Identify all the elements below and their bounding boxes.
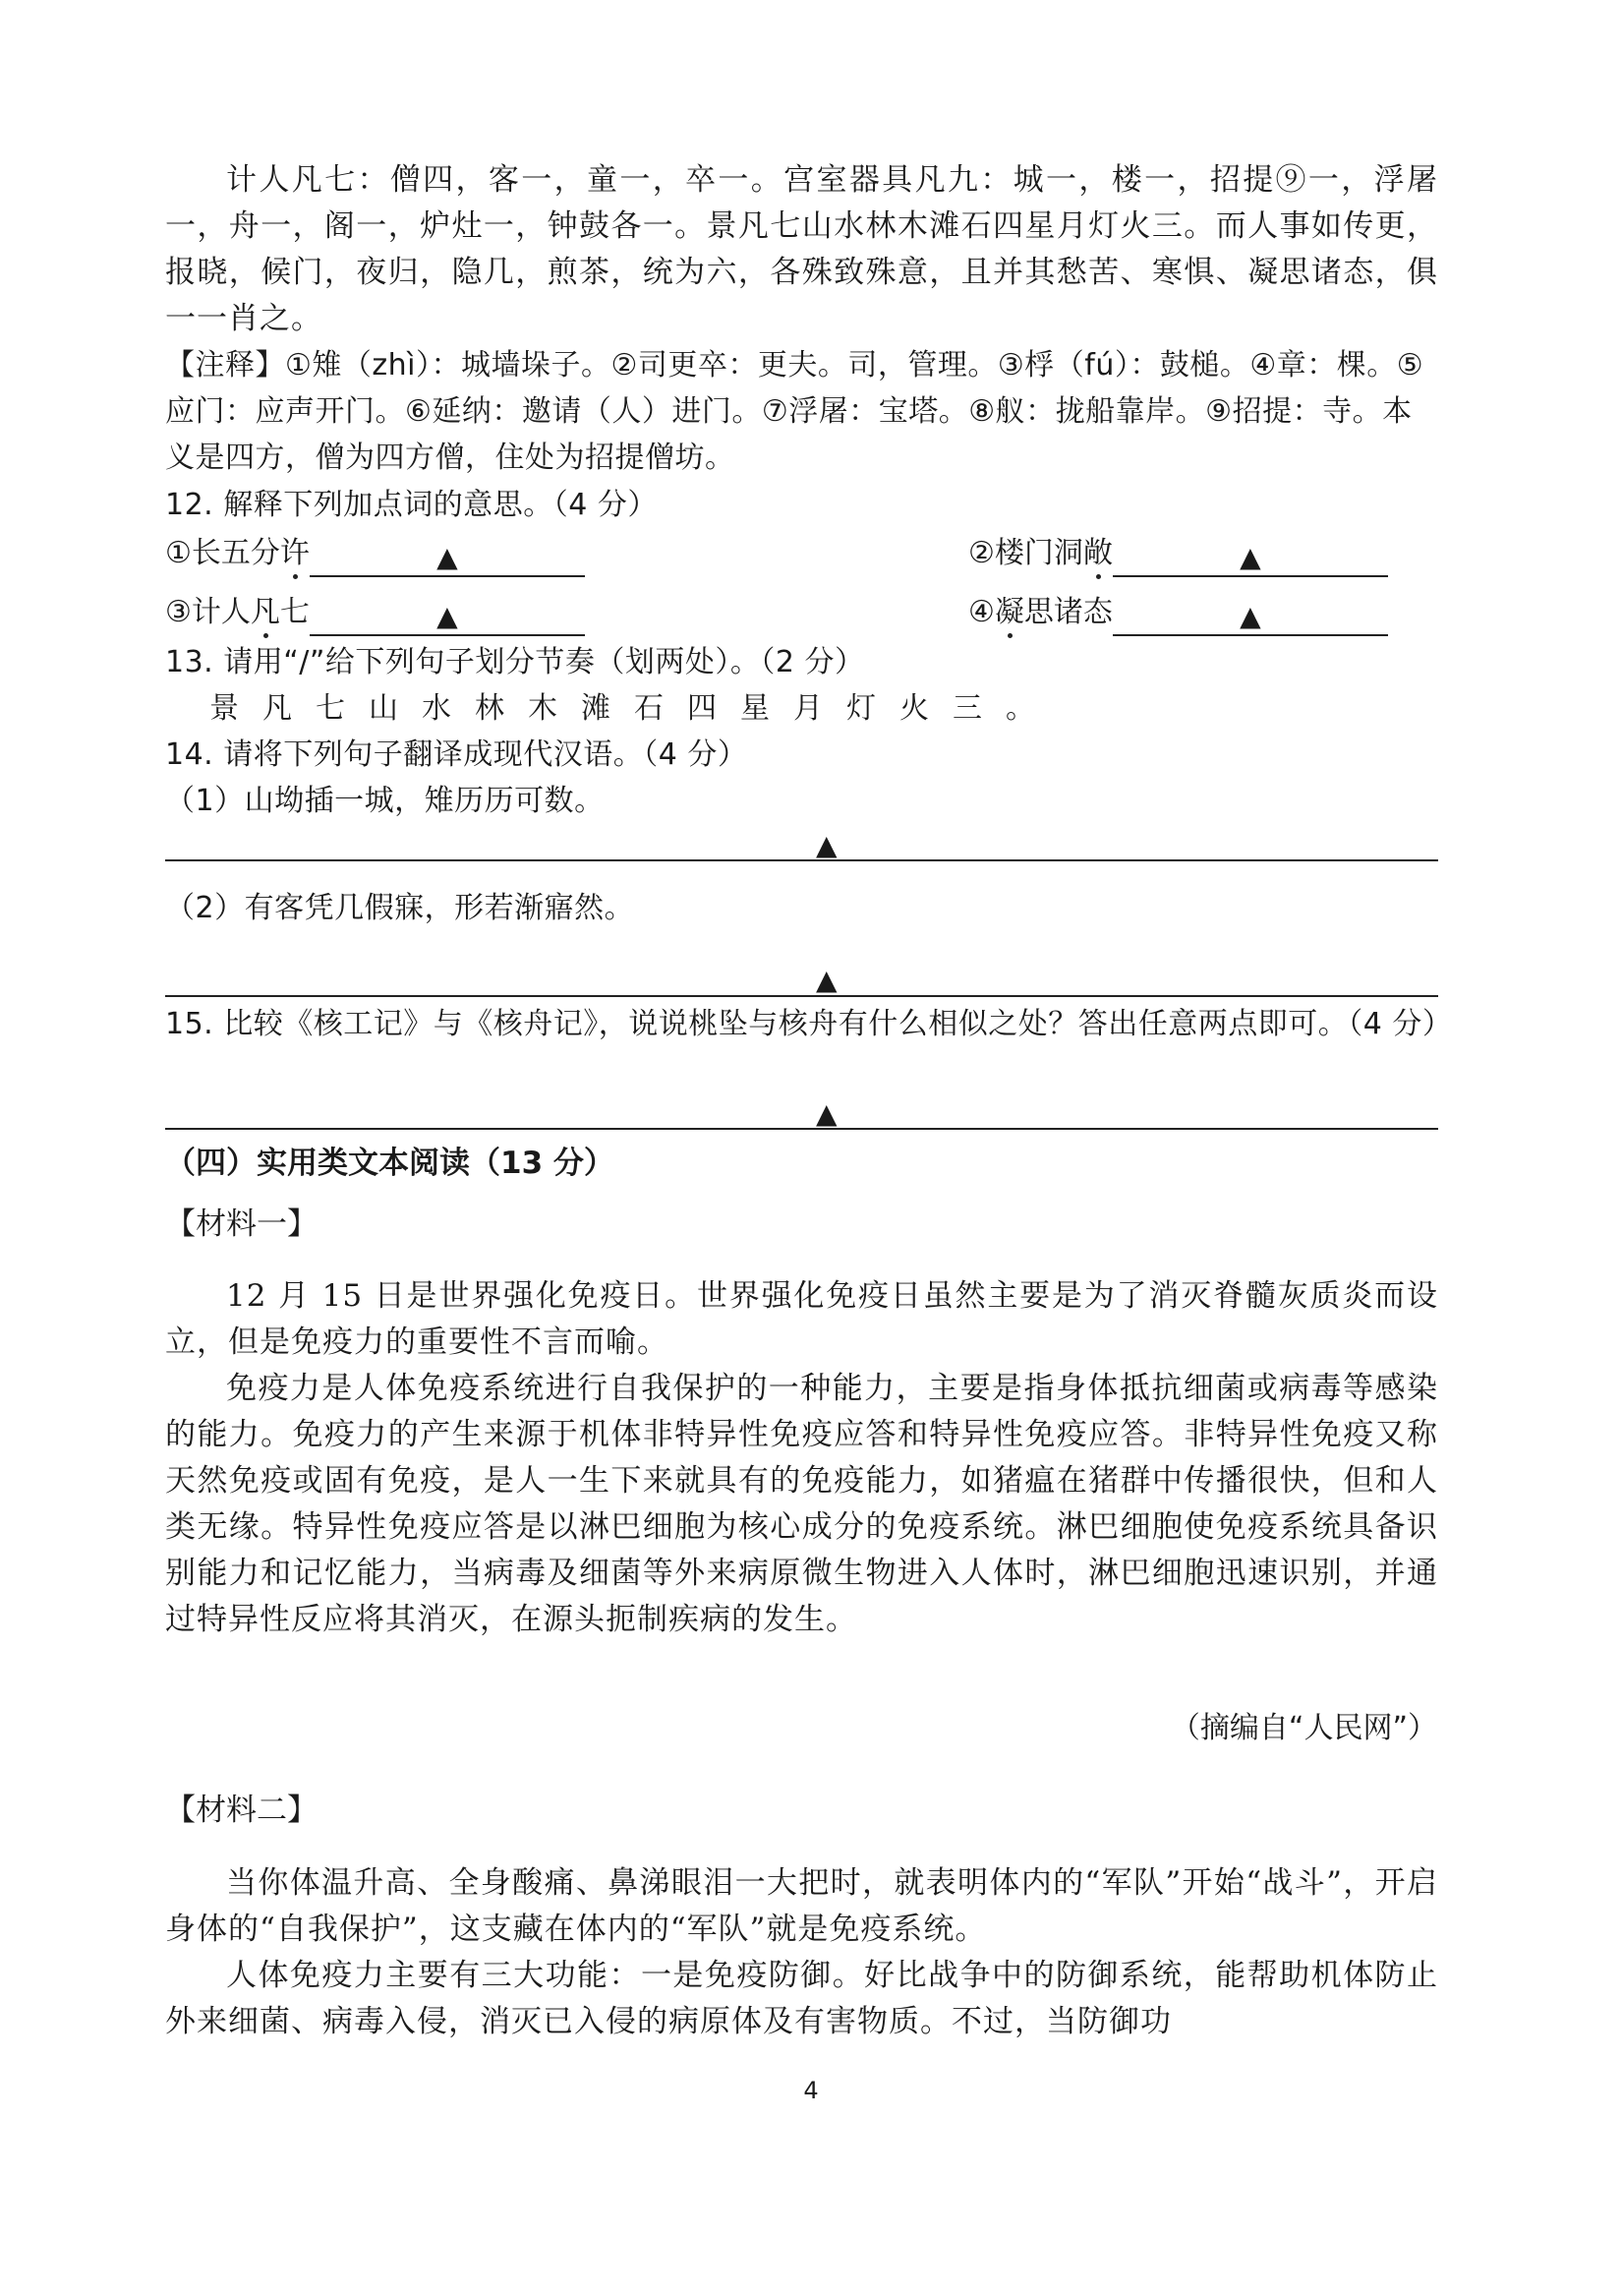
- material-1-paragraph-1: 12 月 15 日是世界强化免疫日。世界强化免疫日虽然主要是为了消灭脊髓灰质炎而设立，但是免疫力的重要性不言而喻。: [165, 1278, 1438, 1360]
- q12-stem: 12. 解释下列加点词的意思。（4 分）: [165, 488, 658, 522]
- answer-marker-icon: ▲: [816, 1097, 838, 1130]
- material-1-source: （摘编自“人民网”）: [1170, 1711, 1437, 1745]
- q12-item-3-post: 七: [279, 595, 310, 629]
- q12-answer-blank-3[interactable]: [310, 599, 585, 636]
- annotation-notes: [165, 342, 1438, 481]
- q12-item-1: [165, 528, 585, 573]
- q12-item-1-pre: ①长五分: [165, 536, 280, 570]
- q14-sentence-2: （2）有客凭几假寐，形若渐寤然。: [165, 891, 635, 925]
- page-number: 4: [803, 2077, 819, 2104]
- q12-item-1-dotted: 许: [280, 528, 310, 571]
- question-13: [165, 639, 1438, 732]
- passage-text: 计人凡七：僧四，客一，童一，卒一。宫室器具凡九：城一，楼一，招提⑨一，浮屠一，舟一，阁一，炉灶一，钟鼓各一。景凡七山水林木滩石四星月灯火三。而人事如传更，报晓，候门，夜归，隐几，煎茶，统为六，各殊致殊意，且并其愁苦、寒惧、凝思诸态，俱一一肖之。: [165, 162, 1438, 336]
- q12-item-4-dotted: 凝: [995, 587, 1024, 630]
- q15-stem: 15. 比较《核工记》与《核舟记》，说说桃坠与核舟有什么相似之处？答出任意两点即可。（4 分）: [165, 1007, 1453, 1041]
- material-2-title: 【材料二】: [165, 1793, 318, 1828]
- q14-part-2: [165, 885, 1438, 931]
- notes-text: 【注释】①雉（zhì）：城墙垛子。②司更卒：更夫。司，管理。③桴（fú）：鼓槌。④章：棵。⑤应门：应声开门。⑥延纳：邀请（人）进门。⑦浮屠：宝塔。⑧舣：拢船靠岸。⑨招提：寺。本义是四方，僧为四方僧，住处为招提僧坊。: [165, 348, 1424, 475]
- passage-paragraph: [165, 157, 1438, 342]
- q12-answer-blank-2[interactable]: [1113, 540, 1388, 577]
- q12-item-4-pre: ④: [968, 595, 995, 629]
- answer-marker-icon: ▲: [816, 964, 838, 996]
- q14-answer-line-2[interactable]: [165, 995, 1438, 997]
- answer-marker-icon: ▲: [436, 600, 458, 632]
- answer-marker-icon: ▲: [1240, 541, 1261, 573]
- question-14: [165, 732, 1438, 824]
- q12-item-2-pre: ②楼门洞: [968, 536, 1083, 570]
- material-1-label: [165, 1202, 1438, 1248]
- answer-marker-icon: ▲: [436, 541, 458, 573]
- material-1-paragraph-2: 免疫力是人体免疫系统进行自我保护的一种能力，主要是指身体抵抗细菌或病毒等感染的能力。免疫力的产生来源于机体非特异性免疫应答和特异性免疫应答。非特异性免疫又称天然免疫或固有免疫，是人一生下来就具有的免疫能力，如猪瘟在猪群中传播很快，但和人类无缘。特异性免疫应答是以淋巴细胞为核心成分的免疫系统。淋巴细胞使免疫系统具备识别能力和记忆能力，当病毒及细菌等外来病原微生物进入人体时，淋巴细胞迅速识别，并通过特异性反应将其消灭，在源头扼制疾病的发生。: [165, 1371, 1438, 1637]
- question-15: [165, 1001, 1453, 1047]
- q12-item-2: [968, 528, 1388, 573]
- q14-sentence-1: （1）山坳插一城，雉历历可数。: [165, 784, 605, 818]
- q12-item-3-dotted: 凡: [251, 587, 280, 630]
- q12-item-4-post: 思诸态: [1023, 595, 1113, 629]
- answer-marker-icon: ▲: [816, 829, 838, 861]
- q12-answer-blank-4[interactable]: [1113, 599, 1388, 636]
- section-title: （四）实用类文本阅读（13 分）: [165, 1146, 614, 1181]
- q12-item-3-pre: ③计人: [165, 595, 251, 629]
- material-1-title: 【材料一】: [165, 1207, 318, 1242]
- material-2-body: [165, 1860, 1438, 2045]
- q14-answer-line-1[interactable]: [165, 859, 1438, 861]
- material-1-body: [165, 1273, 1438, 1643]
- q12-item-3: [165, 587, 585, 632]
- q15-answer-line[interactable]: [165, 1128, 1438, 1130]
- answer-marker-icon: ▲: [1240, 600, 1261, 632]
- q14-stem: 14. 请将下列句子翻译成现代汉语。（4 分）: [165, 737, 748, 772]
- q12-item-4: [968, 587, 1388, 632]
- section-4-heading: [165, 1141, 1438, 1187]
- material-2-paragraph-2: 人体免疫力主要有三大功能：一是免疫防御。好比战争中的防御系统，能帮助机体防止外来细菌、病毒入侵，消灭已入侵的病原体及有害物质。不过，当防御功: [165, 1958, 1438, 2039]
- q12-answer-blank-1[interactable]: [310, 540, 585, 577]
- q12-item-2-dotted: 敞: [1083, 528, 1113, 571]
- q13-sentence[interactable]: 景凡七山水林木滩石四星月灯火三。: [209, 691, 1059, 726]
- material-2-label: [165, 1788, 1438, 1834]
- material-2-paragraph-1: 当你体温升高、全身酸痛、鼻涕眼泪一大把时，就表明体内的“军队”开始“战斗”，开启身体的“自我保护”，这支藏在体内的“军队”就是免疫系统。: [165, 1865, 1438, 1947]
- question-12: [165, 482, 1438, 528]
- q13-stem: 13. 请用“/”给下列句子划分节奏（划两处）。（2 分）: [165, 645, 865, 679]
